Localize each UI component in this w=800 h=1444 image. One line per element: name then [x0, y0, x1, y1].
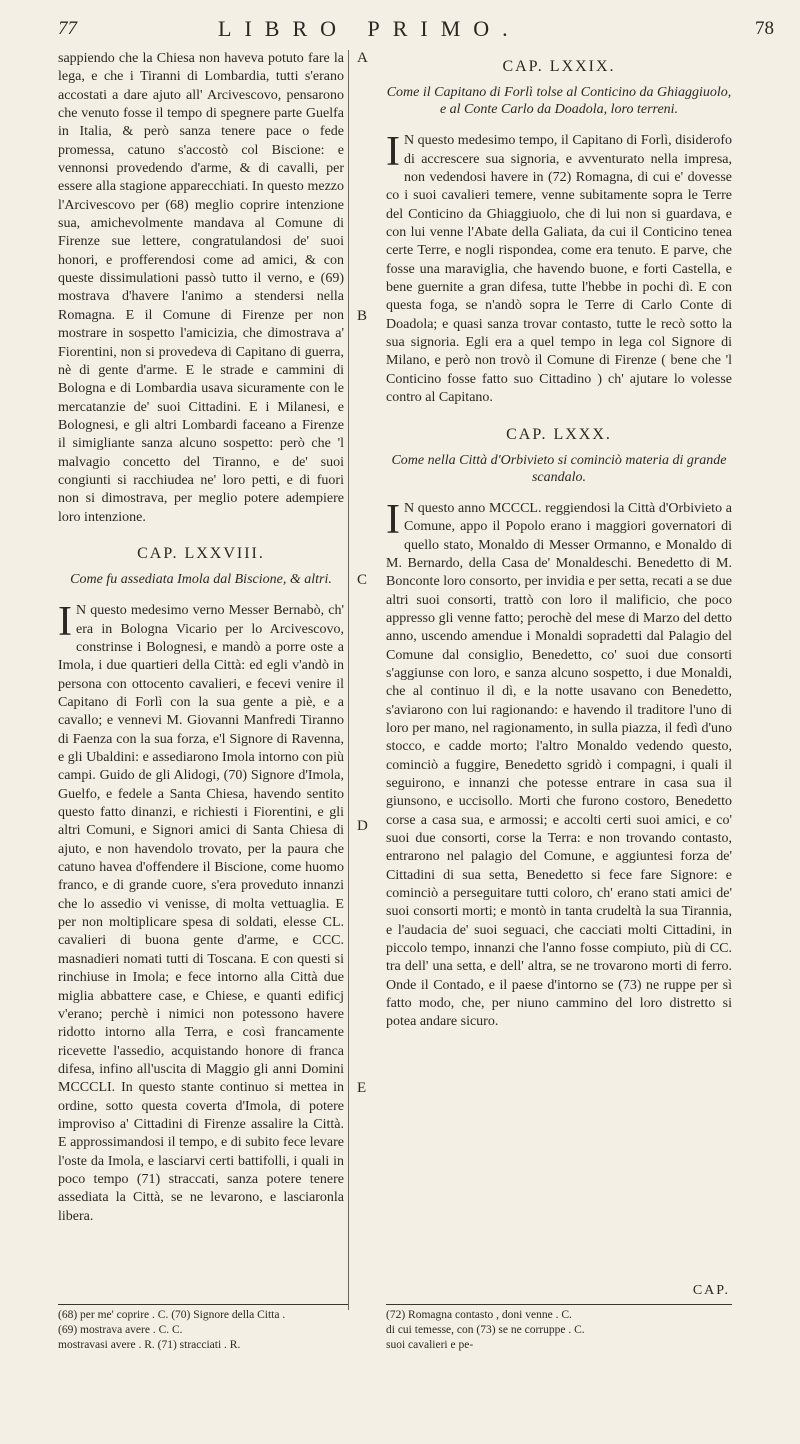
page-number-left: 77 — [58, 18, 77, 39]
paragraph-right-1: N questo medesimo tempo, il Capitano di Forlì, disiderofo di accrescere sua signoria, e avventurato nella impresa, non vedendosi havere in (72) Romagna, di cui e' dovesse co i suoi cavalieri temere, venne subitamente sopra le Terre del Conticino da Ghiaggiuolo, che di lui non si guardava, e con lui venne l'Abate della Galiata, da cui il Conticino tenea certe Terre, e nogli rispondea, come era tenuto. E parve, che fosse una maraviglia, che havendo buone, e forti Castella, e bene guernite a gran difesa, tutte l'hebbe in pochi dì. E con questa foga, se n'andò sopra le Terre di Carlo Conte di Doadola; e quasi sanza trovar contasto, tutte le recò sotto la sua signoria. Egli era a quel tempo in lega col Signore di Milano, e però non trovò il Comune di Firenze ( bene che 'l Conticino fosse fatto suo Cittadino ) ch' ajutare lo volesse contro al Capitano. — [386, 133, 732, 406]
paragraph-right-2: N questo anno MCCCL. reggiendosi la Città d'Orbivieto a Comune, appo il Popolo erano i maggiori governatori di quello stato, Monaldo di Messer Ormanno, e Monaldo di M. Bernardo, della Casa de' Monaldeschi. Benedetto di M. Bonconte loro consorto, per invidia e per setta, recati a se due altri suoi consorti, trattò con loro il malificio, che poco appresso gli venne fatto; perochè del mese di Marzo del detto anno, uscendo amendue i Monaldi sopradetti dal Palagio del Comune dal consiglio, Benedetto, co' suoi due consorti s'aggiunse con loro, e sanza alcuno sospetto, i due Monaldi, che al continuo il dì, e la notte usavano con Benedetto, s'aviarono con lui ragionando: e havendo il traditore l'uno di loro per mano, nel ragionamento, in sulla piazza, il fedì d'uno stocco, e cadde morto; l'altro Monaldo vedendo questo, cominciò a fuggire, Benedetto sgridò i compagni, i quali il seguirono, e innanzi che potesse entrare in casa sua il giunsono, e uccisollo. Morti che furono costoro, Benedetto corse a casa sua, e armossi; e accolti certi suoi amici, e co' suoi due consorti, corse la Terra: e non trovando contasto, entrarono nel palagio del Comune, e aggiuntesi forza de' Cittadini di sua setta, Benedetto si fece fare Signore: e cominciò a perseguitare tutti coloro, ch' erano stati amici de' suoi consorti morti; e montò in tanta crudeltà la sua Tirannia, e l'audacia de' suoi seguaci, che cacciati molti Cittadini, in piccolo tempo, innanzi che l'anno fosse compiuto, più di CC. tra dell' una setta, e dell' altra, se ne trovarono morti di ferro. Onde il Contado, e il paese d'intorno se (73) ne ruppe per sì fatto modo, che, per niuno cammino del loro distretto si potea andare sicuro. — [386, 500, 732, 1030]
margin-gutter — [348, 50, 385, 1310]
footnote-rule-right — [386, 1304, 732, 1305]
footnote-line: mostravasi avere . R. (71) stracciati . R. — [58, 1339, 241, 1351]
drop-cap: I — [386, 129, 400, 176]
margin-letter-b: B — [357, 308, 368, 324]
margin-letter-c: C — [357, 572, 368, 588]
footnote-line: (69) mostrava avere . C. C. — [58, 1324, 183, 1336]
chapter-summary-lxxix: Come il Capitano di Forlì tolse al Conticino da Ghiaggiuolo, e al Conte Carlo da Doadola, loro terreni. — [386, 85, 732, 118]
page-number-right: 78 — [755, 18, 774, 39]
paragraph-left-2: N questo medesimo verno Messer Bernabò, ch' era in Bologna Vicario per lo Arcivescovo, constrinse i Bolognesi, e mandò a porre oste a Imola, i due quartieri della Città: ed egli v'andò in persona con ottocento cavalieri, e fecevi venire il Capitano di Forlì con la sua gente a piè, e a cavallo; e vennevi M. Giovanni Manfredi Tiranno di Faenza con la sua forza, e'l Signore di Ravenna, e gli Ubaldini: e assediarono Imola intorno con più campi. Guido de gli Alidogi, (70) Signore d'Imola, Guelfo, e fedele a Santa Chiesa, havendo sentito questo fatto dinanzi, e richiesti i Fiorentini, e gli altri Comuni, e Signori amici di Santa Chiesa di ajuto, e non havendolo trovato, per la paura che catuno havea d'offendere il Biscione, come huomo franco, e di grande cuore, s'era proveduto innanzi che lo assedio vi venisse, di molta vettuaglia. E per non moltiplicare spesa di soldati, elesse CL. cavalieri di buona gente d'arme, e CCC. masnadieri nomati tutti di Toscana. E con questi si rinchiuse in Imola; e fece intorno alla Città due miglia abbattere case, e Chiese, e quanti edificj v'erano; perchè i nimici non potessono havere ridotto intorno alla Terra, e così francamente ricevette l'assedio, acquistando honore di franca difesa, infino all'uscita di Maggio gli anni Domini MCCCLI. In questo stante continuo si mettea in ordine, sotto questa coverta d'Imola, di potere improviso a' Cittadini di Firenze assalire la Città. E approssimandosi il tempo, e di subito fece levare l'oste da Imola, e lasciarvi certi battifolli, i quali in poco tempo (71) straccati, sanza potere tenere assediata la Città, se ne levarono, e lasciaronla libera. — [58, 603, 344, 1224]
running-title: LIBRO PRIMO. — [218, 16, 521, 41]
running-header — [58, 14, 774, 48]
footnote-line: suoi cavalieri e pe- — [386, 1339, 474, 1351]
footnotes-left — [58, 1308, 348, 1353]
footnote-rule-left — [58, 1304, 348, 1305]
chapter-heading-lxxviii: CAP. LXXVIII. — [137, 544, 265, 562]
footnote-line: di cui temesse, con (73) se ne corruppe . C. — [386, 1324, 585, 1336]
margin-letter-d: D — [357, 818, 368, 834]
drop-cap: I — [386, 496, 400, 543]
left-column — [58, 50, 344, 1226]
footnote-line: (72) Romagna contasto , doni venne . C. — [386, 1309, 572, 1321]
margin-letter-e: E — [357, 1080, 367, 1096]
margin-letter-a: A — [357, 50, 368, 66]
paragraph-left-1: sappiendo che la Chiesa non haveva potuto fare la lega, e che i Tiranni di Lombardia, tutti s'erano accostati a dare ajuto all' Arcivescovo, pensarono che venuto fosse il tempo di spegnere parte Guelfa in Italia, & però sanza tenere pace o fede promessa, catuno s'accostò col Biscione: e vennonsi provedendo d'arme, & di cavalli, per essere alla stagione apparecchiati. In questo mezzo l'Arcivescovo per (68) meglio coprire intenzione sua, amichevolmente mandava al Comune di Firenze sue lettere, congratulandosi de' suoi honori, e profferendosi come ad amici, & con queste dissimulationi passò tutto il verno, e (69) mostrava d'havere l'animo a stendersi nella Romagna. E il Comune di Firenze per non mostrare in sospetto l'amicizia, che dimostrava a' Fiorentini, non si provedeva di Capitano di guerra, nè di gente d'arme. E le strade e cammini di Bologna e di Lombardia usava sicuramente con le mercatanzie de' suoi Cittadini. E i Milanesi, e Bolognesi, e gli altri Lombardi faceano a Firenze il simigliante sanza alcuno sospetto: però che 'l malvagio concetto del Tiranno, e de' suoi congiunti si racchiudea ne' loro petti, e di fuori non si dimostrava, per meglio potere adempiere loro intenzione. — [58, 51, 344, 525]
footnotes-right — [386, 1308, 732, 1353]
catchword: CAP. — [692, 1283, 730, 1298]
chapter-heading-lxxx: CAP. LXXX. — [506, 425, 612, 443]
right-column — [386, 50, 732, 1032]
drop-cap: I — [58, 599, 72, 646]
chapter-summary-lxxviii: Come fu assediata Imola dal Biscione, & altri. — [70, 572, 332, 588]
chapter-summary-lxxx: Come nella Città d'Orbivieto si cominciò materia di grande scandalo. — [391, 452, 727, 485]
chapter-heading-lxxix: CAP. LXXIX. — [502, 58, 616, 75]
footnote-line: (68) per me' coprire . C. (70) Signore della Citta . — [58, 1309, 286, 1321]
